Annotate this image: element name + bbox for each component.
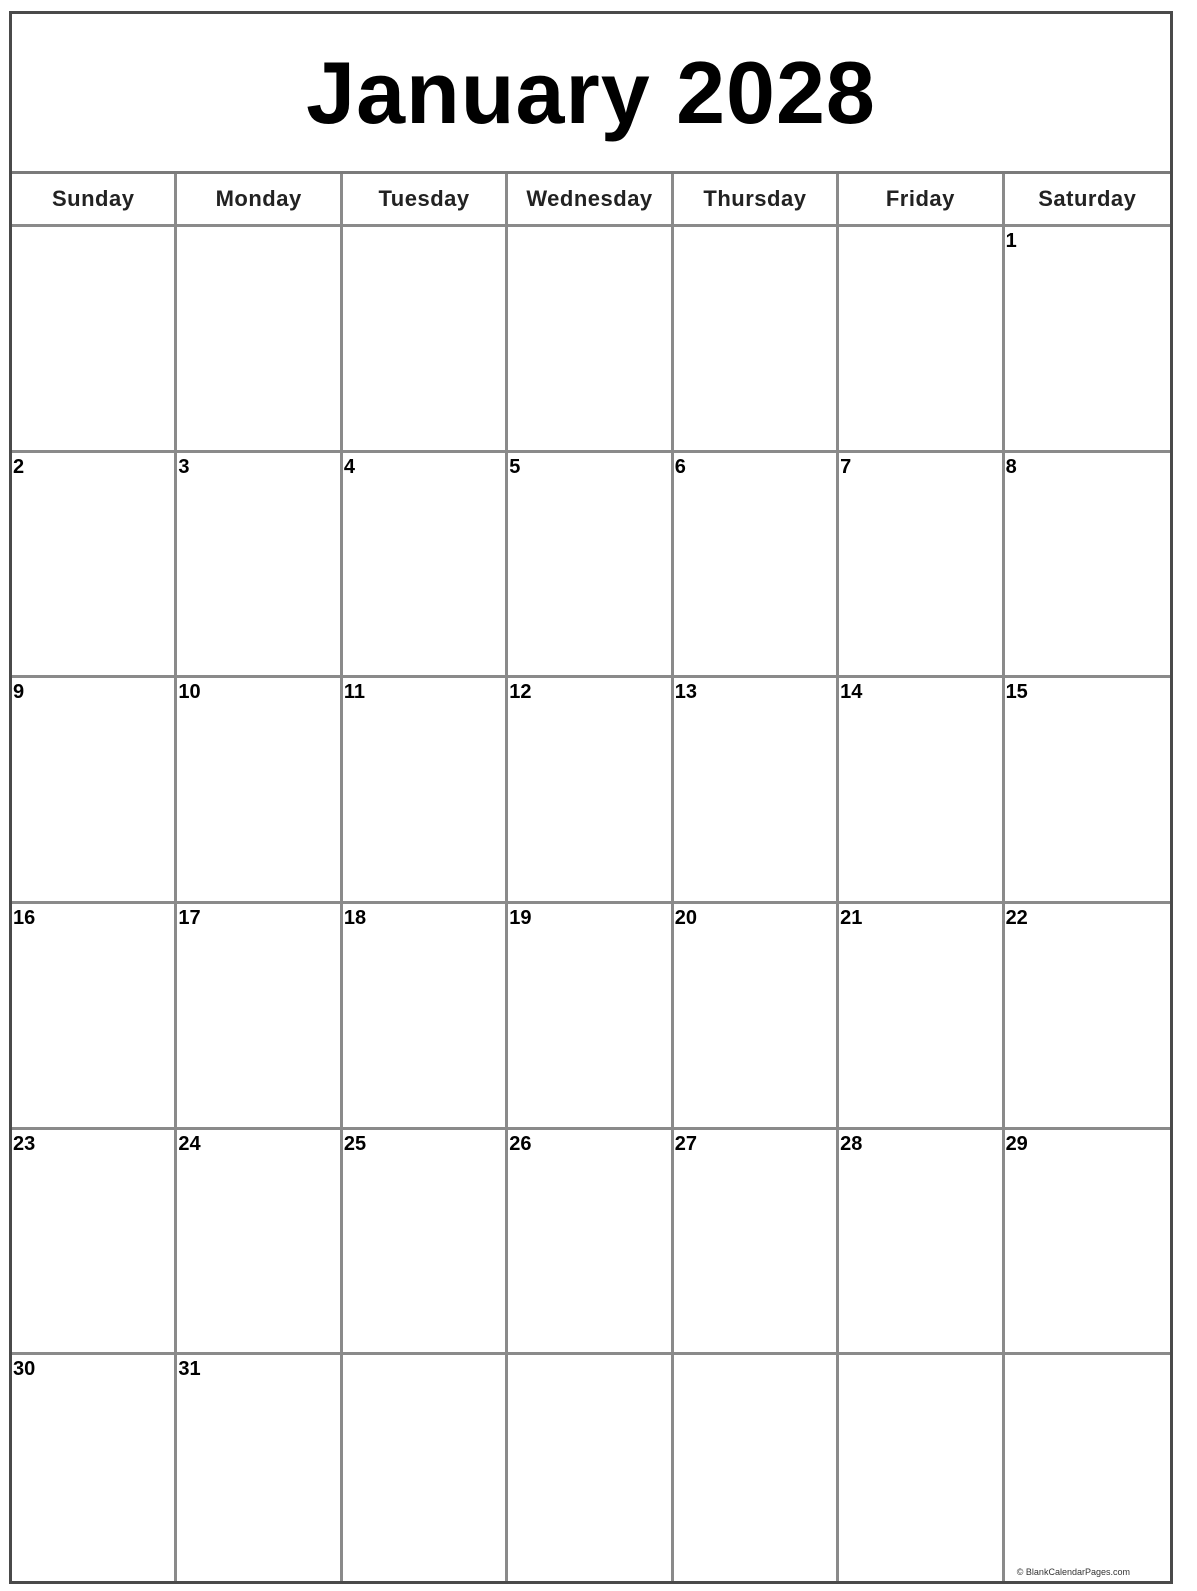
day-cell — [1005, 227, 1170, 453]
day-cell — [674, 904, 839, 1130]
day-cell — [674, 227, 839, 453]
day-cell — [508, 678, 673, 904]
day-number: 9 — [13, 681, 25, 704]
day-cell — [674, 1130, 839, 1356]
calendar-frame — [9, 11, 1173, 1584]
day-cell — [839, 904, 1004, 1130]
day-cell — [508, 227, 673, 453]
day-number: 22 — [1005, 907, 1028, 929]
day-number: 11 — [343, 681, 365, 704]
day-number: 25 — [343, 1132, 367, 1155]
day-number: 24 — [178, 1132, 201, 1155]
weekday-header: Sunday — [12, 174, 177, 224]
day-cell — [343, 227, 508, 453]
day-cell — [177, 453, 342, 679]
day-number: 6 — [674, 455, 686, 478]
day-cell — [343, 904, 508, 1130]
day-cell — [343, 1130, 508, 1356]
day-cell — [508, 453, 673, 679]
day-cell — [508, 1355, 673, 1581]
day-number: 18 — [343, 907, 367, 929]
day-number: 30 — [13, 1358, 36, 1381]
day-number: 2 — [13, 455, 25, 478]
day-number: 17 — [178, 907, 201, 929]
day-number: 12 — [509, 681, 532, 704]
day-number: 29 — [1005, 1132, 1028, 1155]
day-cell — [12, 227, 177, 453]
weekday-header: Thursday — [674, 174, 839, 224]
calendar-title: January 2028 — [306, 42, 876, 142]
day-cell — [12, 678, 177, 904]
day-number: 28 — [840, 1132, 863, 1155]
day-number: 16 — [13, 907, 36, 929]
weekday-header: Friday — [839, 174, 1004, 224]
day-number: 19 — [509, 907, 532, 929]
day-cell — [1005, 453, 1170, 679]
day-cell — [508, 904, 673, 1130]
weekday-header: Monday — [177, 174, 342, 224]
day-cell — [674, 678, 839, 904]
weekday-header-row — [12, 174, 1170, 227]
day-number: 21 — [840, 907, 863, 929]
day-cell — [839, 453, 1004, 679]
day-cell — [839, 1355, 1004, 1581]
day-cell — [1005, 1355, 1170, 1581]
day-cell — [839, 1130, 1004, 1356]
title-area — [12, 14, 1170, 174]
day-cell — [839, 678, 1004, 904]
day-number: 5 — [509, 455, 521, 478]
day-cell — [343, 453, 508, 679]
day-cell — [177, 227, 342, 453]
credit-text: © BlankCalendarPages.com — [1016, 1567, 1130, 1577]
day-number: 23 — [13, 1132, 36, 1155]
day-number: 26 — [509, 1132, 532, 1155]
day-number: 1 — [1005, 230, 1017, 252]
weekday-header: Tuesday — [343, 174, 508, 224]
day-number: 20 — [674, 907, 697, 929]
day-number: 7 — [840, 455, 852, 478]
day-number: 31 — [178, 1358, 201, 1381]
day-cell — [1005, 904, 1170, 1130]
day-number: 27 — [674, 1132, 697, 1155]
day-cell — [1005, 678, 1170, 904]
day-number: 4 — [343, 455, 355, 478]
day-number: 14 — [840, 681, 863, 704]
day-cell — [508, 1130, 673, 1356]
day-number: 15 — [1005, 681, 1028, 704]
day-cell — [177, 1130, 342, 1356]
day-cell — [177, 1355, 342, 1581]
day-cell — [343, 678, 508, 904]
weekday-header: Wednesday — [508, 174, 673, 224]
day-cell — [177, 904, 342, 1130]
day-number: 8 — [1005, 455, 1017, 478]
day-number: 3 — [178, 455, 190, 478]
day-cell — [12, 453, 177, 679]
day-cell — [839, 227, 1004, 453]
weekday-header: Saturday — [1038, 186, 1137, 211]
day-cell — [674, 1355, 839, 1581]
day-cell — [12, 1130, 177, 1356]
day-number: 10 — [178, 681, 201, 704]
day-cell — [177, 678, 342, 904]
day-cell — [674, 453, 839, 679]
day-number: 13 — [674, 681, 697, 704]
day-cell — [12, 904, 177, 1130]
day-cell — [343, 1355, 508, 1581]
day-cell — [1005, 1130, 1170, 1356]
calendar-grid — [12, 227, 1170, 1581]
day-cell — [12, 1355, 177, 1581]
